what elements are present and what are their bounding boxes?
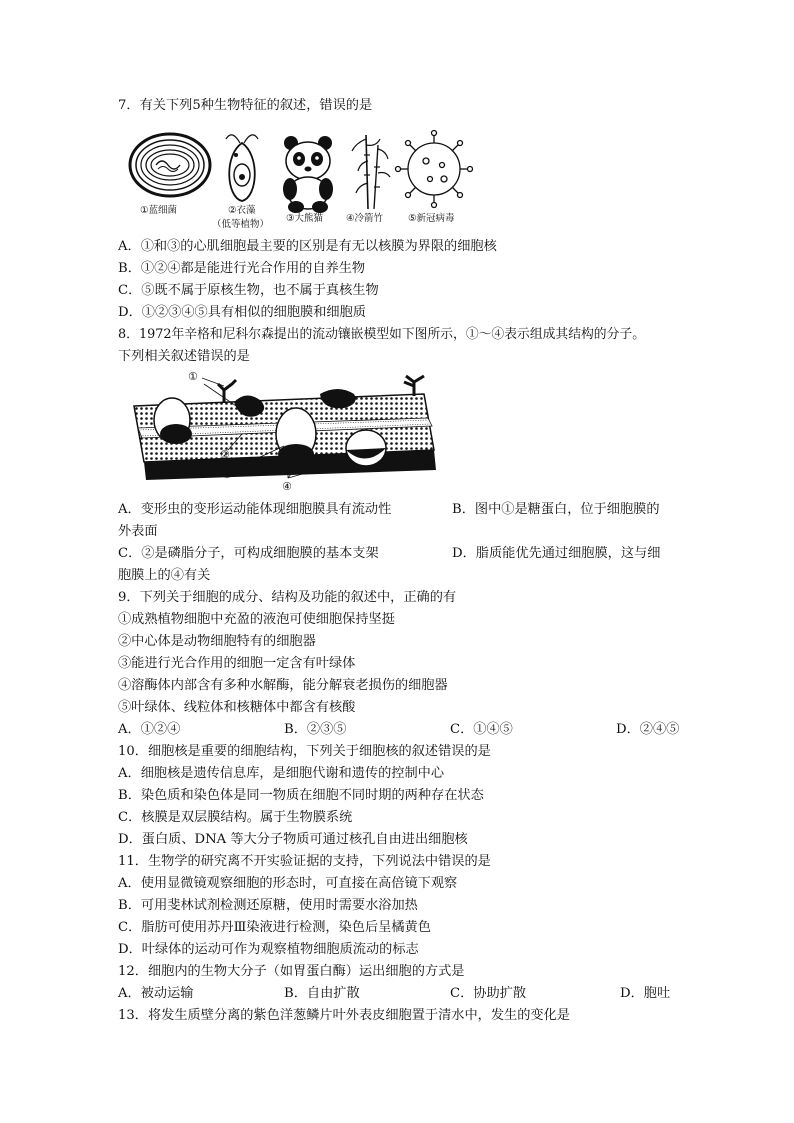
q8-option-d-cont: 胞膜上的④有关 xyxy=(118,568,211,583)
q9-choice-b: B．②③⑤ xyxy=(284,722,347,737)
q12-choice-c: C．协助扩散 xyxy=(450,986,527,1001)
caption-panda: ③大熊猫 xyxy=(286,213,324,224)
membrane-label-1: ① xyxy=(188,370,198,383)
membrane-label-3: ③ xyxy=(222,468,232,481)
caption-coronavirus: ⑤新冠病毒 xyxy=(408,213,455,224)
caption-lower-plant: （低等植物） xyxy=(212,219,270,230)
q7-stem: 7．有关下列5种生物特征的叙述，错误的是 xyxy=(118,98,373,113)
q9-item-3: ③能进行光合作用的细胞一定含有叶绿体 xyxy=(118,656,356,671)
q12-stem: 12．细胞内的生物大分子（如胃蛋白酶）运出细胞的方式是 xyxy=(118,964,465,979)
q8-option-b-cont: 外表面 xyxy=(118,524,158,539)
q10-option-d: D．蛋白质、DNA 等大分子物质可通过核孔自由进出细胞核 xyxy=(118,832,468,847)
q11-option-d: D．叶绿体的运动可作为观察植物细胞质流动的标志 xyxy=(118,942,419,957)
q8-stem-line1: 8．1972年辛格和尼科尔森提出的流动镶嵌模型如下图所示，①～④表示组成其结构的分子。 xyxy=(118,327,645,342)
q11-stem: 11．生物学的研究离不开实验证据的支持，下列说法中错误的是 xyxy=(118,854,491,869)
q8-option-d: D．脂质能优先通过细胞膜，这与细 xyxy=(452,546,661,561)
q11-option-a: A．使用显微镜观察细胞的形态时，可直接在高倍镜下观察 xyxy=(118,876,458,891)
q7-option-c: C．⑤既不属于原核生物，也不属于真核生物 xyxy=(118,283,379,298)
q10-option-c: C．核膜是双层膜结构。属于生物膜系统 xyxy=(118,810,353,825)
bamboo-icon xyxy=(352,135,390,209)
q10-stem: 10．细胞核是重要的细胞结构，下列关于细胞核的叙述错误的是 xyxy=(118,744,491,759)
chlamydomonas-icon xyxy=(226,135,258,201)
q10-option-b: B．染色质和染色体是同一物质在细胞不同时期的两种存在状态 xyxy=(118,788,484,803)
q8-option-a: A．变形虫的变形运动能体现细胞膜具有流动性 xyxy=(118,502,392,517)
q9-choice-a: A．①②④ xyxy=(118,722,181,737)
q7-option-d: D．①②③④⑤具有相似的细胞膜和细胞质 xyxy=(118,305,366,320)
q9-item-4: ④溶酶体内部含有多种水解酶，能分解衰老损伤的细胞器 xyxy=(118,678,448,693)
q7-organism-figure xyxy=(128,125,473,233)
panda-icon xyxy=(283,136,333,213)
q9-item-5: ⑤叶绿体、线粒体和核糖体中都含有核酸 xyxy=(118,700,356,715)
q12-choice-d: D．胞吐 xyxy=(620,986,671,1001)
q11-option-b: B．可用斐林试剂检测还原糖，使用时需要水浴加热 xyxy=(118,898,418,913)
q12-choice-b: B．自由扩散 xyxy=(284,986,360,1001)
q12-choice-a: A．被动运输 xyxy=(118,986,194,1001)
q9-choice-d: D．②④⑤ xyxy=(616,722,680,737)
q9-item-2: ②中心体是动物细胞特有的细胞器 xyxy=(118,634,316,649)
membrane-label-4: ④ xyxy=(282,480,292,493)
q7-option-a: A．①和③的心肌细胞最主要的区别是有无以核膜为界限的细胞核 xyxy=(118,239,497,254)
caption-bamboo: ④冷箭竹 xyxy=(346,213,384,224)
q7-option-b: B．①②④都是能进行光合作用的自养生物 xyxy=(118,261,366,276)
q10-option-a: A．细胞核是遗传信息库，是细胞代谢和遗传的控制中心 xyxy=(118,766,445,781)
membrane-label-2: ② xyxy=(220,448,230,461)
coronavirus-icon xyxy=(396,131,473,208)
q8-option-b: B．图中①是糖蛋白，位于细胞膜的 xyxy=(452,502,660,517)
caption-cyanobacteria: ①蓝细菌 xyxy=(140,205,178,216)
fluid-mosaic-model-illustration xyxy=(124,366,444,498)
q11-option-c: C．脂肪可使用苏丹Ⅲ染液进行检测，染色后呈橘黄色 xyxy=(118,920,431,935)
q8-membrane-figure xyxy=(124,366,444,498)
caption-chlamydomonas: ②衣藻 xyxy=(228,205,256,216)
cyanobacteria-icon xyxy=(130,134,210,196)
q9-choice-c: C．①④⑤ xyxy=(450,722,513,737)
q13-stem: 13．将发生质壁分离的紫色洋葱鳞片叶外表皮细胞置于清水中，发生的变化是 xyxy=(118,1008,570,1023)
q9-stem: 9．下列关于细胞的成分、结构及功能的叙述中，正确的有 xyxy=(118,590,457,605)
q9-item-1: ①成熟植物细胞中充盈的液泡可使细胞保持坚挺 xyxy=(118,612,395,627)
q8-stem-line2: 下列相关叙述错误的是 xyxy=(118,349,250,364)
q8-option-c: C．②是磷脂分子，可构成细胞膜的基本支架 xyxy=(118,546,379,561)
